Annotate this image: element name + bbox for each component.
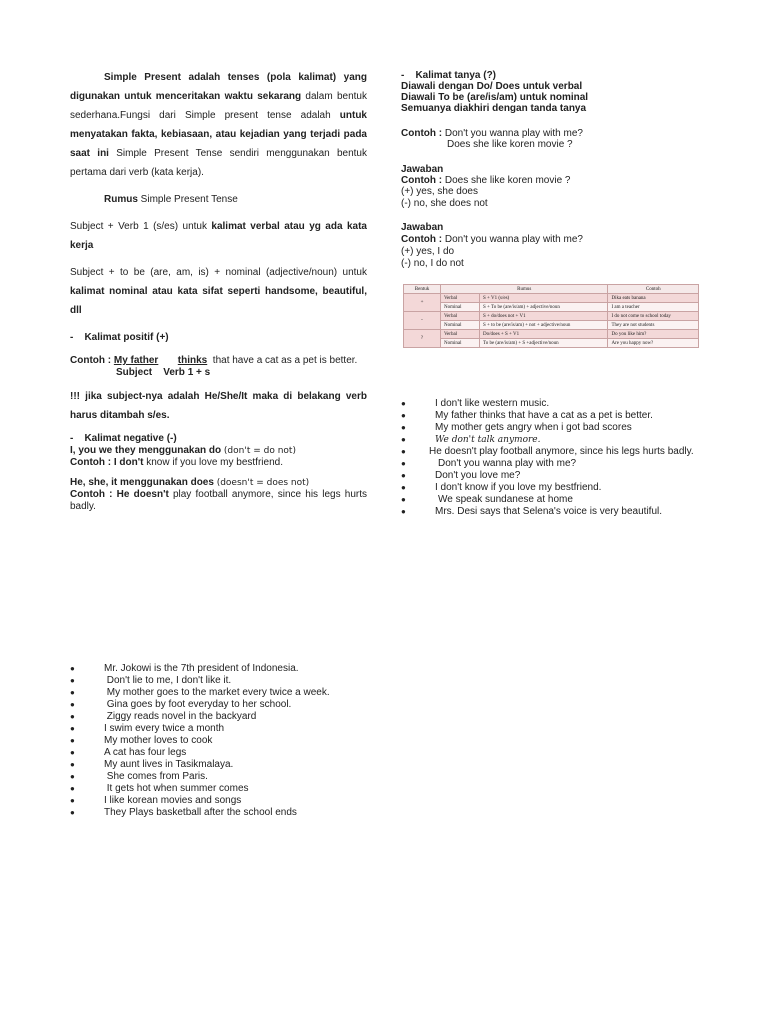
table-row xyxy=(404,312,699,321)
jawaban-1-label: Contoh : xyxy=(401,175,443,186)
list-item xyxy=(70,759,470,771)
list-item xyxy=(401,434,701,446)
list-item xyxy=(70,807,470,819)
list-item-text: I swim every twice a month xyxy=(104,723,225,734)
table-header-contoh: Contoh xyxy=(608,285,699,294)
verbal-formula-bold: kalimat verbal atau yg ada kata kerja xyxy=(70,221,367,251)
list-item xyxy=(401,422,701,434)
neg-rule-1-small: (don't = do not) xyxy=(223,446,296,456)
list-item xyxy=(70,687,470,699)
bullet-icon: ● xyxy=(70,688,75,697)
tanya-heading: - Kalimat tanya (?) xyxy=(401,70,497,81)
list-item xyxy=(401,458,701,470)
bullet-icon: ● xyxy=(70,808,75,817)
contoh-positif xyxy=(70,355,367,367)
bullet-icon: ● xyxy=(401,507,406,516)
rumus-text: Simple Present Tense xyxy=(137,194,238,205)
contoh-positif-label: Contoh : xyxy=(70,355,112,366)
table-cell-rumus: S + do/does not + V1 xyxy=(480,312,608,321)
table-row xyxy=(404,294,699,303)
list-item-text: Don't you love me? xyxy=(435,470,521,481)
list-item xyxy=(401,446,701,458)
list-item xyxy=(70,699,470,711)
list-item-text: They Plays basketball after the school ends xyxy=(104,807,297,818)
contoh-tanya-label: Contoh : xyxy=(401,128,443,139)
list-item xyxy=(401,398,701,410)
list-item-text: Mr. Jokowi is the 7th president of Indonesia. xyxy=(104,663,299,674)
verbal-formula-text: Subject + Verb 1 (s/es) untuk xyxy=(70,221,212,232)
list-item xyxy=(70,663,470,675)
list-item-text: Ziggy reads novel in the backyard xyxy=(104,711,257,722)
table-cell-type: Verbal xyxy=(441,312,480,321)
jawaban-1-contoh xyxy=(401,175,701,186)
contoh-positif-annotation: Subject Verb 1 + s xyxy=(116,367,211,378)
neg-contoh-1-rest: know if you love my bestfriend. xyxy=(143,457,283,468)
tense-table xyxy=(403,284,699,348)
list-item xyxy=(401,410,701,422)
neg-contoh-2-rest: play football anymore, since his legs hurts badly. xyxy=(70,489,367,512)
list-item xyxy=(70,735,470,747)
neg-rule-2 xyxy=(70,477,367,489)
contoh-tanya-q1: Don't you wanna play with me? xyxy=(442,128,583,139)
contoh-tanya-2: Does she like koren movie ? xyxy=(447,139,573,150)
bullet-icon: ● xyxy=(70,736,75,745)
bullet-icon: ● xyxy=(70,676,75,685)
list-item xyxy=(70,747,470,759)
bullet-icon: ● xyxy=(70,748,75,757)
intro-bold-3: untuk menyatakan fakta, kebiasaan, atau kejadian yang terjadi pada saat ini xyxy=(70,110,367,159)
right-column xyxy=(401,70,701,270)
jawaban-2-heading: Jawaban xyxy=(401,222,444,233)
rumus-line xyxy=(70,190,367,209)
jawaban-2-no: (-) no, I do not xyxy=(401,258,464,269)
bullet-icon: ● xyxy=(401,399,406,408)
list-item-text: He doesn't play football anymore, since his legs hurts badly. xyxy=(429,446,694,457)
bullet-icon: ● xyxy=(70,700,75,709)
jawaban-1-q: Does she like koren movie ? xyxy=(442,175,571,186)
bullet-icon: ● xyxy=(401,495,406,504)
neg-contoh-1 xyxy=(70,457,367,469)
list-item xyxy=(70,711,470,723)
list-item-text: My mother goes to the market every twice a week. xyxy=(104,687,330,698)
positif-heading: - Kalimat positif (+) xyxy=(70,332,169,343)
table-cell-type: Nominal xyxy=(441,303,480,312)
list-item-text: Don't lie to me, I don't like it. xyxy=(104,675,232,686)
neg-rule-2-bold: He, she, it menggunakan does xyxy=(70,477,217,488)
table-cell-type: Nominal xyxy=(441,339,480,348)
negative-heading: - Kalimat negative (-) xyxy=(70,433,177,444)
list-item-text: I don't like western music. xyxy=(435,398,550,409)
contoh-positif-subject: My father xyxy=(113,355,159,366)
table-cell-rumus: Do/does + S + V1 xyxy=(480,330,608,339)
jawaban-2-yes: (+) yes, I do xyxy=(401,246,455,257)
bullet-icon: ● xyxy=(70,712,75,721)
table-cell-contoh: Are you happy now? xyxy=(608,339,699,348)
verbal-formula xyxy=(70,217,367,255)
list-item-text: My father thinks that have a cat as a pet is better. xyxy=(435,410,653,421)
intro-paragraph xyxy=(70,68,367,182)
intro-bold-1: Simple Present adalah tenses (pola kalimat) yang digunakan untuk menceritakan waktu sekarang xyxy=(70,72,367,102)
list-item-text: Don't you wanna play with me? xyxy=(438,458,577,469)
list-item xyxy=(401,506,701,518)
bullet-icon: ● xyxy=(401,411,406,420)
bullet-icon: ● xyxy=(70,796,75,805)
list-item xyxy=(401,482,701,494)
table-header-bentuk: Bentuk xyxy=(404,285,441,294)
neg-contoh-2-label: Contoh : He doesn't xyxy=(70,489,169,500)
list-item xyxy=(70,675,470,687)
intro-text-2: dalam bentuk sederhana.Fungsi dari Simple present tense adalah xyxy=(70,91,367,121)
contoh-positif-verb: thinks xyxy=(177,355,208,366)
table-cell-contoh: Dika eats banana xyxy=(608,294,699,303)
list-item-text: My aunt lives in Tasikmalaya. xyxy=(104,759,234,770)
list-item-text: We speak sundanese at home xyxy=(438,494,573,505)
table-cell-contoh: Do you like him? xyxy=(608,330,699,339)
table-cell-contoh: I do not come to school today xyxy=(608,312,699,321)
bullet-icon: ● xyxy=(401,483,406,492)
table-header-rumus: Rumus xyxy=(441,285,608,294)
list-item xyxy=(401,470,701,482)
table-sign-question: ? xyxy=(404,330,441,348)
neg-contoh-2 xyxy=(70,489,367,513)
list-item-text: She comes from Paris. xyxy=(104,771,208,782)
nominal-formula xyxy=(70,263,367,320)
list-item-text: I don't know if you love my bestfriend. xyxy=(435,482,602,493)
table-row xyxy=(404,321,699,330)
table-row xyxy=(404,303,699,312)
list-item xyxy=(70,723,470,735)
list-item xyxy=(70,795,470,807)
bullet-icon: ● xyxy=(70,772,75,781)
bullet-icon: ● xyxy=(70,784,75,793)
list-item-text: Mrs. Desi says that Selena's voice is very beautiful. xyxy=(435,506,663,517)
neg-rule-1 xyxy=(70,445,367,457)
table-cell-rumus: S + To be (are/is/am) + adjective/noun xyxy=(480,303,608,312)
contoh-tanya-1 xyxy=(401,128,701,139)
list-item-text: A cat has four legs xyxy=(104,747,187,758)
table-cell-type: Verbal xyxy=(441,330,480,339)
bullet-icon: ● xyxy=(401,435,406,444)
bottom-example-list xyxy=(70,663,470,819)
list-item-text: I like korean movies and songs xyxy=(104,795,242,806)
table-sign-positive: + xyxy=(404,294,441,312)
table-row xyxy=(404,330,699,339)
bullet-icon: ● xyxy=(70,724,75,733)
list-item-text: It gets hot when summer comes xyxy=(104,783,249,794)
table-cell-contoh: I am a teacher xyxy=(608,303,699,312)
table-cell-rumus: To be (are/is/am) + S +adjective/noun xyxy=(480,339,608,348)
table-cell-type: Verbal xyxy=(441,294,480,303)
list-item-text: My mother gets angry when i got bad scores xyxy=(435,422,632,433)
tanya-line-3: Semuanya diakhiri dengan tanda tanya xyxy=(401,103,587,114)
subject-note: !!! jika subject-nya adalah He/She/It maka di belakang verb harus ditambah s/es. xyxy=(70,391,367,421)
jawaban-1-heading: Jawaban xyxy=(401,164,444,175)
jawaban-1-no: (-) no, she does not xyxy=(401,198,488,209)
jawaban-2-contoh xyxy=(401,234,701,246)
tanya-line-2: Diawali To be (are/is/am) untuk nominal xyxy=(401,92,589,103)
jawaban-2-q: Don't you wanna play with me? xyxy=(442,234,583,245)
table-cell-rumus: S + V1 (s/es) xyxy=(480,294,608,303)
table-cell-rumus: S + to be (are/is/am) + not + adjective/noun xyxy=(480,321,608,330)
left-column xyxy=(70,68,367,513)
jawaban-1-yes: (+) yes, she does xyxy=(401,186,478,197)
table-cell-contoh: They are not students xyxy=(608,321,699,330)
table-cell-type: Nominal xyxy=(441,321,480,330)
intro-text-4: Simple Present Tense sendiri menggunakan bentuk pertama dari verb (kata kerja). xyxy=(70,148,367,178)
nominal-formula-text: Subject + to be (are, am, is) + nominal (adjective/noun) untuk xyxy=(70,267,367,278)
neg-rule-2-small: (doesn't = does not) xyxy=(216,478,310,488)
list-item xyxy=(401,494,701,506)
list-item-text: We don't talk anymore. xyxy=(435,435,541,445)
table-sign-negative: - xyxy=(404,312,441,330)
bullet-icon: ● xyxy=(401,459,406,468)
bullet-icon: ● xyxy=(70,760,75,769)
jawaban-2-label: Contoh : xyxy=(401,234,443,245)
bullet-icon: ● xyxy=(401,471,406,480)
bullet-icon: ● xyxy=(401,423,406,432)
rumus-label: Rumus xyxy=(104,194,138,205)
list-item xyxy=(70,771,470,783)
bullet-icon: ● xyxy=(70,664,75,673)
table-header-row xyxy=(404,285,699,294)
nominal-formula-bold: kalimat nominal atau kata sifat seperti handsome, beautiful, dll xyxy=(70,286,367,316)
contoh-positif-rest: that have a cat as a pet is better. xyxy=(207,355,358,366)
neg-rule-1-bold: I, you we they menggunakan do xyxy=(70,445,224,456)
neg-contoh-1-label: Contoh : I don't xyxy=(70,457,144,468)
list-item-text: Gina goes by foot everyday to her school. xyxy=(104,699,292,710)
bullet-icon: ● xyxy=(401,447,406,456)
list-item-text: My mother loves to cook xyxy=(104,735,213,746)
list-item xyxy=(70,783,470,795)
tanya-line-1: Diawali dengan Do/ Does untuk verbal xyxy=(401,81,583,92)
right-example-list xyxy=(401,398,701,518)
table-row xyxy=(404,339,699,348)
